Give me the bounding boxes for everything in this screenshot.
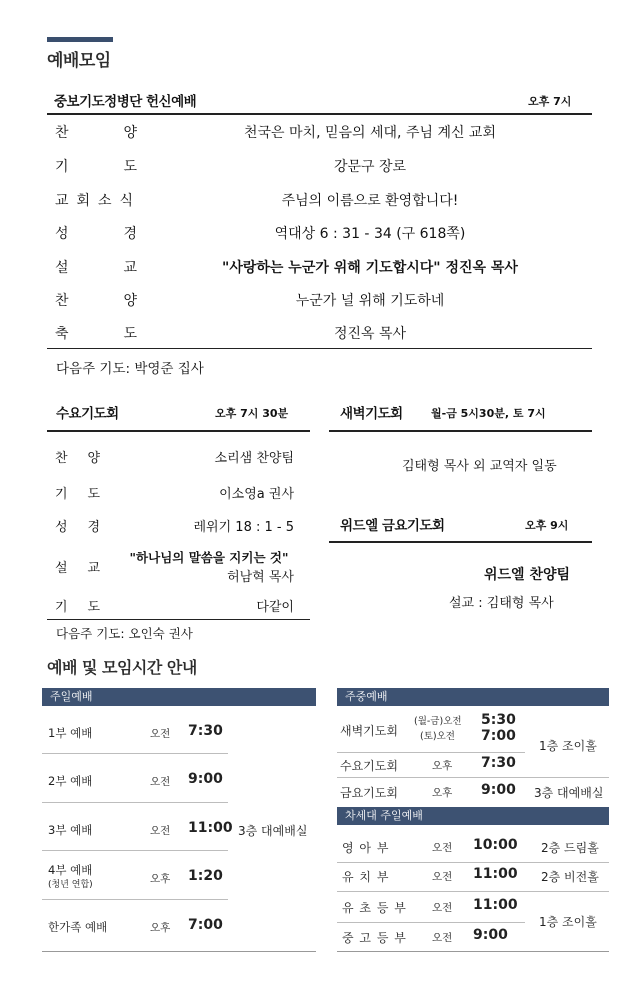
label-char: 설 bbox=[55, 561, 68, 576]
wed-row-label bbox=[55, 516, 100, 535]
label-char: 교 bbox=[55, 193, 69, 209]
divider bbox=[47, 619, 310, 620]
wed-row-value: 레위기 18 : 1 - 5 bbox=[193, 520, 294, 535]
row-divider bbox=[42, 850, 228, 851]
row-divider bbox=[42, 802, 228, 803]
sunday-row-time: 9:00 bbox=[188, 771, 223, 787]
nextgen-row-ampm: 오전 bbox=[432, 871, 453, 883]
row-label bbox=[55, 323, 137, 343]
weekday-dawn-name: 새벽기도회 bbox=[340, 724, 398, 738]
nextgen-row-name: 유 초 등 부 bbox=[342, 901, 407, 915]
sunday-row-name: 2부 예배 bbox=[48, 774, 93, 788]
weekday-dawn-ampm1: (월-금)오전 bbox=[414, 716, 462, 727]
weekday-dawn-place: 1층 조이홀 bbox=[539, 739, 597, 753]
sunday-row-ampm: 오전 bbox=[150, 776, 171, 788]
friday-title: 위드엘 금요기도회 bbox=[340, 518, 445, 534]
main-service-title: 중보기도정병단 헌신예배 bbox=[54, 94, 197, 110]
weekday-dawn-time1: 5:30 bbox=[481, 712, 516, 728]
label-char: 도 bbox=[123, 326, 137, 342]
label-char: 도 bbox=[87, 600, 100, 615]
label-char: 식 bbox=[119, 193, 133, 209]
label-char: 회 bbox=[76, 193, 91, 209]
label-char: 기 bbox=[55, 159, 69, 175]
label-char: 찬 bbox=[55, 293, 69, 309]
weekday-fri-time: 9:00 bbox=[481, 782, 516, 798]
label-char: 교 bbox=[87, 561, 100, 576]
sunday-row-name: 한가족 예배 bbox=[48, 920, 108, 934]
nextgen-row-place: 2층 비전홀 bbox=[541, 870, 599, 884]
divider bbox=[329, 541, 592, 543]
wed-row-label bbox=[55, 557, 100, 576]
dawn-title: 새벽기도회 bbox=[340, 406, 403, 422]
weekday-dawn-time2: 7:00 bbox=[481, 728, 516, 744]
label-char: 기 bbox=[55, 487, 68, 502]
label-char: 양 bbox=[87, 451, 100, 466]
main-service-time: 오후 7시 bbox=[528, 95, 572, 108]
nextgen-row-name: 중 고 등 부 bbox=[342, 931, 407, 945]
table-bottom-line bbox=[337, 951, 609, 952]
label-char: 찬 bbox=[55, 451, 68, 466]
weekday-header: 주중예배 bbox=[337, 688, 609, 706]
wed-row-value: 다같이 bbox=[256, 600, 294, 615]
label-char: 교 bbox=[123, 260, 137, 276]
wed-row-value: "하나님의 말씀을 지키는 것" bbox=[129, 550, 289, 565]
nextgen-row-time: 11:00 bbox=[473, 897, 518, 913]
nextgen-row-ampm: 오전 bbox=[432, 902, 453, 914]
nextgen-shared-place: 1층 조이홀 bbox=[539, 915, 597, 929]
row-value: 천국은 마치, 믿음의 세대, 주님 계신 교회 bbox=[244, 125, 496, 141]
divider bbox=[329, 430, 592, 432]
wed-row-value: 이소영a 권사 bbox=[219, 487, 294, 502]
row-divider bbox=[42, 899, 228, 900]
sunday-row-name: 1부 예배 bbox=[48, 726, 93, 740]
sunday-header: 주일예배 bbox=[42, 688, 316, 706]
sunday-row-time: 7:30 bbox=[188, 723, 223, 739]
label-char: 축 bbox=[55, 326, 69, 342]
row-divider bbox=[337, 891, 609, 892]
label-char: 성 bbox=[55, 520, 68, 535]
nextgen-row-name: 영 아 부 bbox=[342, 841, 390, 855]
weekday-wed-time: 7:30 bbox=[481, 755, 516, 771]
row-value: 강문구 장로 bbox=[333, 159, 407, 175]
row-divider bbox=[337, 777, 609, 778]
friday-time: 오후 9시 bbox=[525, 519, 569, 532]
row-divider bbox=[337, 862, 609, 863]
label-char: 경 bbox=[123, 226, 137, 242]
row-label bbox=[55, 290, 137, 310]
row-divider bbox=[337, 922, 525, 923]
wed-row-label bbox=[55, 483, 100, 502]
row-label bbox=[55, 190, 133, 210]
wed-row-value2: 허남혁 목사 bbox=[227, 570, 294, 585]
dawn-content: 김태형 목사 외 교역자 일동 bbox=[402, 459, 557, 474]
weekday-dawn-ampm2: (토)오전 bbox=[420, 731, 455, 742]
label-char: 기 bbox=[55, 600, 68, 615]
row-value: 정진옥 목사 bbox=[333, 326, 407, 342]
label-char: 양 bbox=[123, 293, 137, 309]
label-char: 소 bbox=[97, 193, 112, 209]
row-value: 누군가 널 위해 기도하네 bbox=[295, 293, 445, 309]
nextgen-row-time: 9:00 bbox=[473, 927, 508, 943]
weekday-fri-name: 금요기도회 bbox=[340, 786, 398, 800]
wednesday-next-prayer: 다음주 기도: 오인숙 권사 bbox=[56, 626, 193, 641]
nextgen-row-time: 11:00 bbox=[473, 866, 518, 882]
sunday-row-ampm: 오전 bbox=[150, 728, 171, 740]
friday-preacher: 설교 : 김태형 목사 bbox=[449, 596, 554, 611]
label-char: 성 bbox=[55, 226, 69, 242]
nextgen-row-place: 2층 드림홀 bbox=[541, 841, 599, 855]
label-char: 양 bbox=[123, 125, 137, 141]
label-char: 도 bbox=[123, 159, 137, 175]
weekday-wed-ampm: 오후 bbox=[432, 760, 453, 772]
row-divider bbox=[42, 951, 316, 952]
sunday-place: 3층 대예배실 bbox=[238, 824, 308, 838]
row-label bbox=[55, 223, 137, 243]
row-value: 역대상 6 : 31 - 34 (구 618쪽) bbox=[274, 226, 466, 242]
sunday-row-ampm: 오후 bbox=[150, 922, 171, 934]
row-divider bbox=[337, 752, 525, 753]
weekday-fri-place: 3층 대예배실 bbox=[534, 786, 604, 800]
weekday-fri-ampm: 오후 bbox=[432, 787, 453, 799]
section-title: 예배모임 bbox=[47, 51, 111, 71]
row-label bbox=[55, 122, 137, 142]
sunday-row-time: 11:00 bbox=[188, 820, 233, 836]
row-label bbox=[55, 156, 137, 176]
wed-row-value: 소리샘 찬양팀 bbox=[214, 451, 294, 466]
sunday-row-ampm: 오전 bbox=[150, 825, 171, 837]
weekday-wed-name: 수요기도회 bbox=[340, 759, 398, 773]
row-value: "사랑하는 누군가 위해 기도합시다" 정진옥 목사 bbox=[222, 260, 518, 276]
sunday-row-name2: (청년 연합) bbox=[48, 880, 93, 890]
dawn-time: 월-금 5시30분, 토 7시 bbox=[431, 407, 546, 420]
friday-team: 위드엘 찬양팀 bbox=[484, 567, 571, 583]
sunday-row-time: 1:20 bbox=[188, 868, 223, 884]
label-char: 찬 bbox=[55, 125, 69, 141]
nextgen-row-ampm: 오전 bbox=[432, 932, 453, 944]
wed-row-label bbox=[55, 596, 100, 615]
nextgen-row-time: 10:00 bbox=[473, 837, 518, 853]
sunday-row-ampm: 오후 bbox=[150, 873, 171, 885]
row-divider bbox=[42, 753, 228, 754]
label-char: 경 bbox=[87, 520, 100, 535]
nextgen-row-name: 유 치 부 bbox=[342, 870, 390, 884]
wednesday-time: 오후 7시 30분 bbox=[215, 407, 289, 420]
wednesday-title: 수요기도회 bbox=[56, 406, 119, 422]
label-char: 도 bbox=[87, 487, 100, 502]
sunday-row-name: 4부 예배 bbox=[48, 863, 93, 877]
main-next-prayer: 다음주 기도: 박영준 집사 bbox=[56, 361, 204, 377]
row-label bbox=[55, 257, 137, 277]
nextgen-header: 차세대 주일예배 bbox=[337, 807, 609, 825]
nextgen-row-ampm: 오전 bbox=[432, 842, 453, 854]
row-value: 주님의 이름으로 환영합니다! bbox=[281, 193, 459, 209]
sunday-row-name: 3부 예배 bbox=[48, 823, 93, 837]
schedule-title: 예배 및 모임시간 안내 bbox=[47, 658, 197, 677]
sunday-row-time: 7:00 bbox=[188, 917, 223, 933]
wed-row-label bbox=[55, 447, 100, 466]
label-char: 설 bbox=[55, 260, 69, 276]
